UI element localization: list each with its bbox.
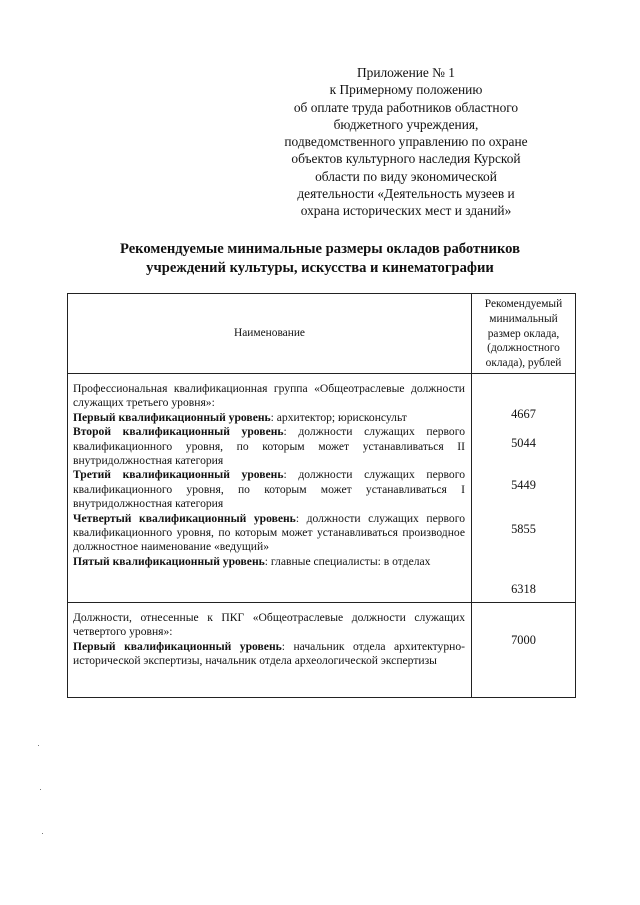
column-header-salary: Рекомендуемый минимальный размер оклада, (должностного оклада), рублей	[472, 294, 576, 374]
group-1-salaries	[472, 373, 576, 602]
column-header-name: Наименование	[68, 294, 472, 374]
level-item	[73, 425, 465, 468]
title-line-1: Рекомендуемые минимальные размеры окладов работников	[119, 241, 521, 257]
appendix-line: объектов культурного наследия Курской	[291, 151, 521, 167]
salary-value: 5449	[511, 477, 536, 492]
appendix-line: подведомственного управлению по охране	[284, 134, 528, 150]
group-2-salaries	[472, 602, 576, 697]
level-item	[73, 411, 465, 425]
group-1-description	[68, 373, 472, 602]
appendix-block	[270, 64, 542, 220]
appendix-line: бюджетного учреждения,	[333, 116, 479, 132]
level-label: Пятый квалификационный уровень	[73, 554, 265, 568]
appendix-line: охрана исторических мест и зданий»	[300, 203, 512, 219]
appendix-line: об оплате труда работников областного	[293, 99, 519, 115]
level-item	[73, 512, 465, 555]
salary-value: 7000	[511, 632, 536, 647]
appendix-line: Приложение № 1	[356, 65, 456, 80]
appendix-line: к Примерному положению	[329, 82, 483, 98]
salary-value: 6318	[511, 581, 536, 596]
table-row-group-2	[68, 602, 576, 697]
level-text: : должности служащих первого квалификационного уровня, по которым может устанавливаться I внутридолжностная категория	[73, 468, 465, 511]
title-line-2: учреждений культуры, искусства и кинематографии	[146, 260, 494, 276]
level-label: Четвертый квалификационный уровень	[73, 511, 296, 525]
table-row-group-1	[68, 373, 576, 602]
scan-speck	[38, 745, 39, 746]
level-item	[73, 640, 465, 669]
document-title	[60, 240, 580, 278]
salary-value: 5855	[511, 521, 536, 536]
level-text: : главные специалисты: в отделах	[264, 554, 431, 568]
salary-value: 5044	[511, 435, 536, 450]
scan-speck	[40, 789, 41, 790]
scan-speck	[42, 833, 43, 834]
group-2-intro: Должности, отнесенные к ПКГ «Общеотраслевые должности служащих четвертого уровня»:	[73, 610, 465, 639]
table-header-row	[68, 294, 576, 374]
level-label: Второй квалификационный уровень	[73, 425, 284, 439]
salary-table	[67, 293, 576, 698]
level-text: : должности служащих первого квалификационного уровня, по которым может устанавливаться производное должностное наименование «ведущий»	[73, 511, 465, 554]
salary-value: 4667	[511, 406, 536, 421]
appendix-line: области по виду экономической	[315, 168, 497, 184]
level-text: : архитектор; юрисконсульт	[270, 410, 407, 424]
level-item	[73, 555, 465, 569]
group-1-intro: Профессиональная квалификационная группа «Общеотраслевые должности служащих третьего уровня»:	[73, 381, 465, 410]
group-2-description	[68, 602, 472, 697]
level-label: Первый квалификационный уровень	[73, 639, 282, 653]
level-text: : должности служащих первого квалификационного уровня, по которым может устанавливаться II внутридолжностная категория	[73, 425, 465, 468]
level-item	[73, 468, 465, 511]
level-text: : начальник отдела архитектурно-исторической экспертизы, начальник отдела археологической экспертизы	[73, 639, 465, 668]
appendix-line: деятельности «Деятельность музеев и	[297, 186, 515, 202]
level-label: Первый квалификационный уровень	[73, 410, 271, 424]
level-label: Третий квалификационный уровень	[73, 468, 284, 482]
